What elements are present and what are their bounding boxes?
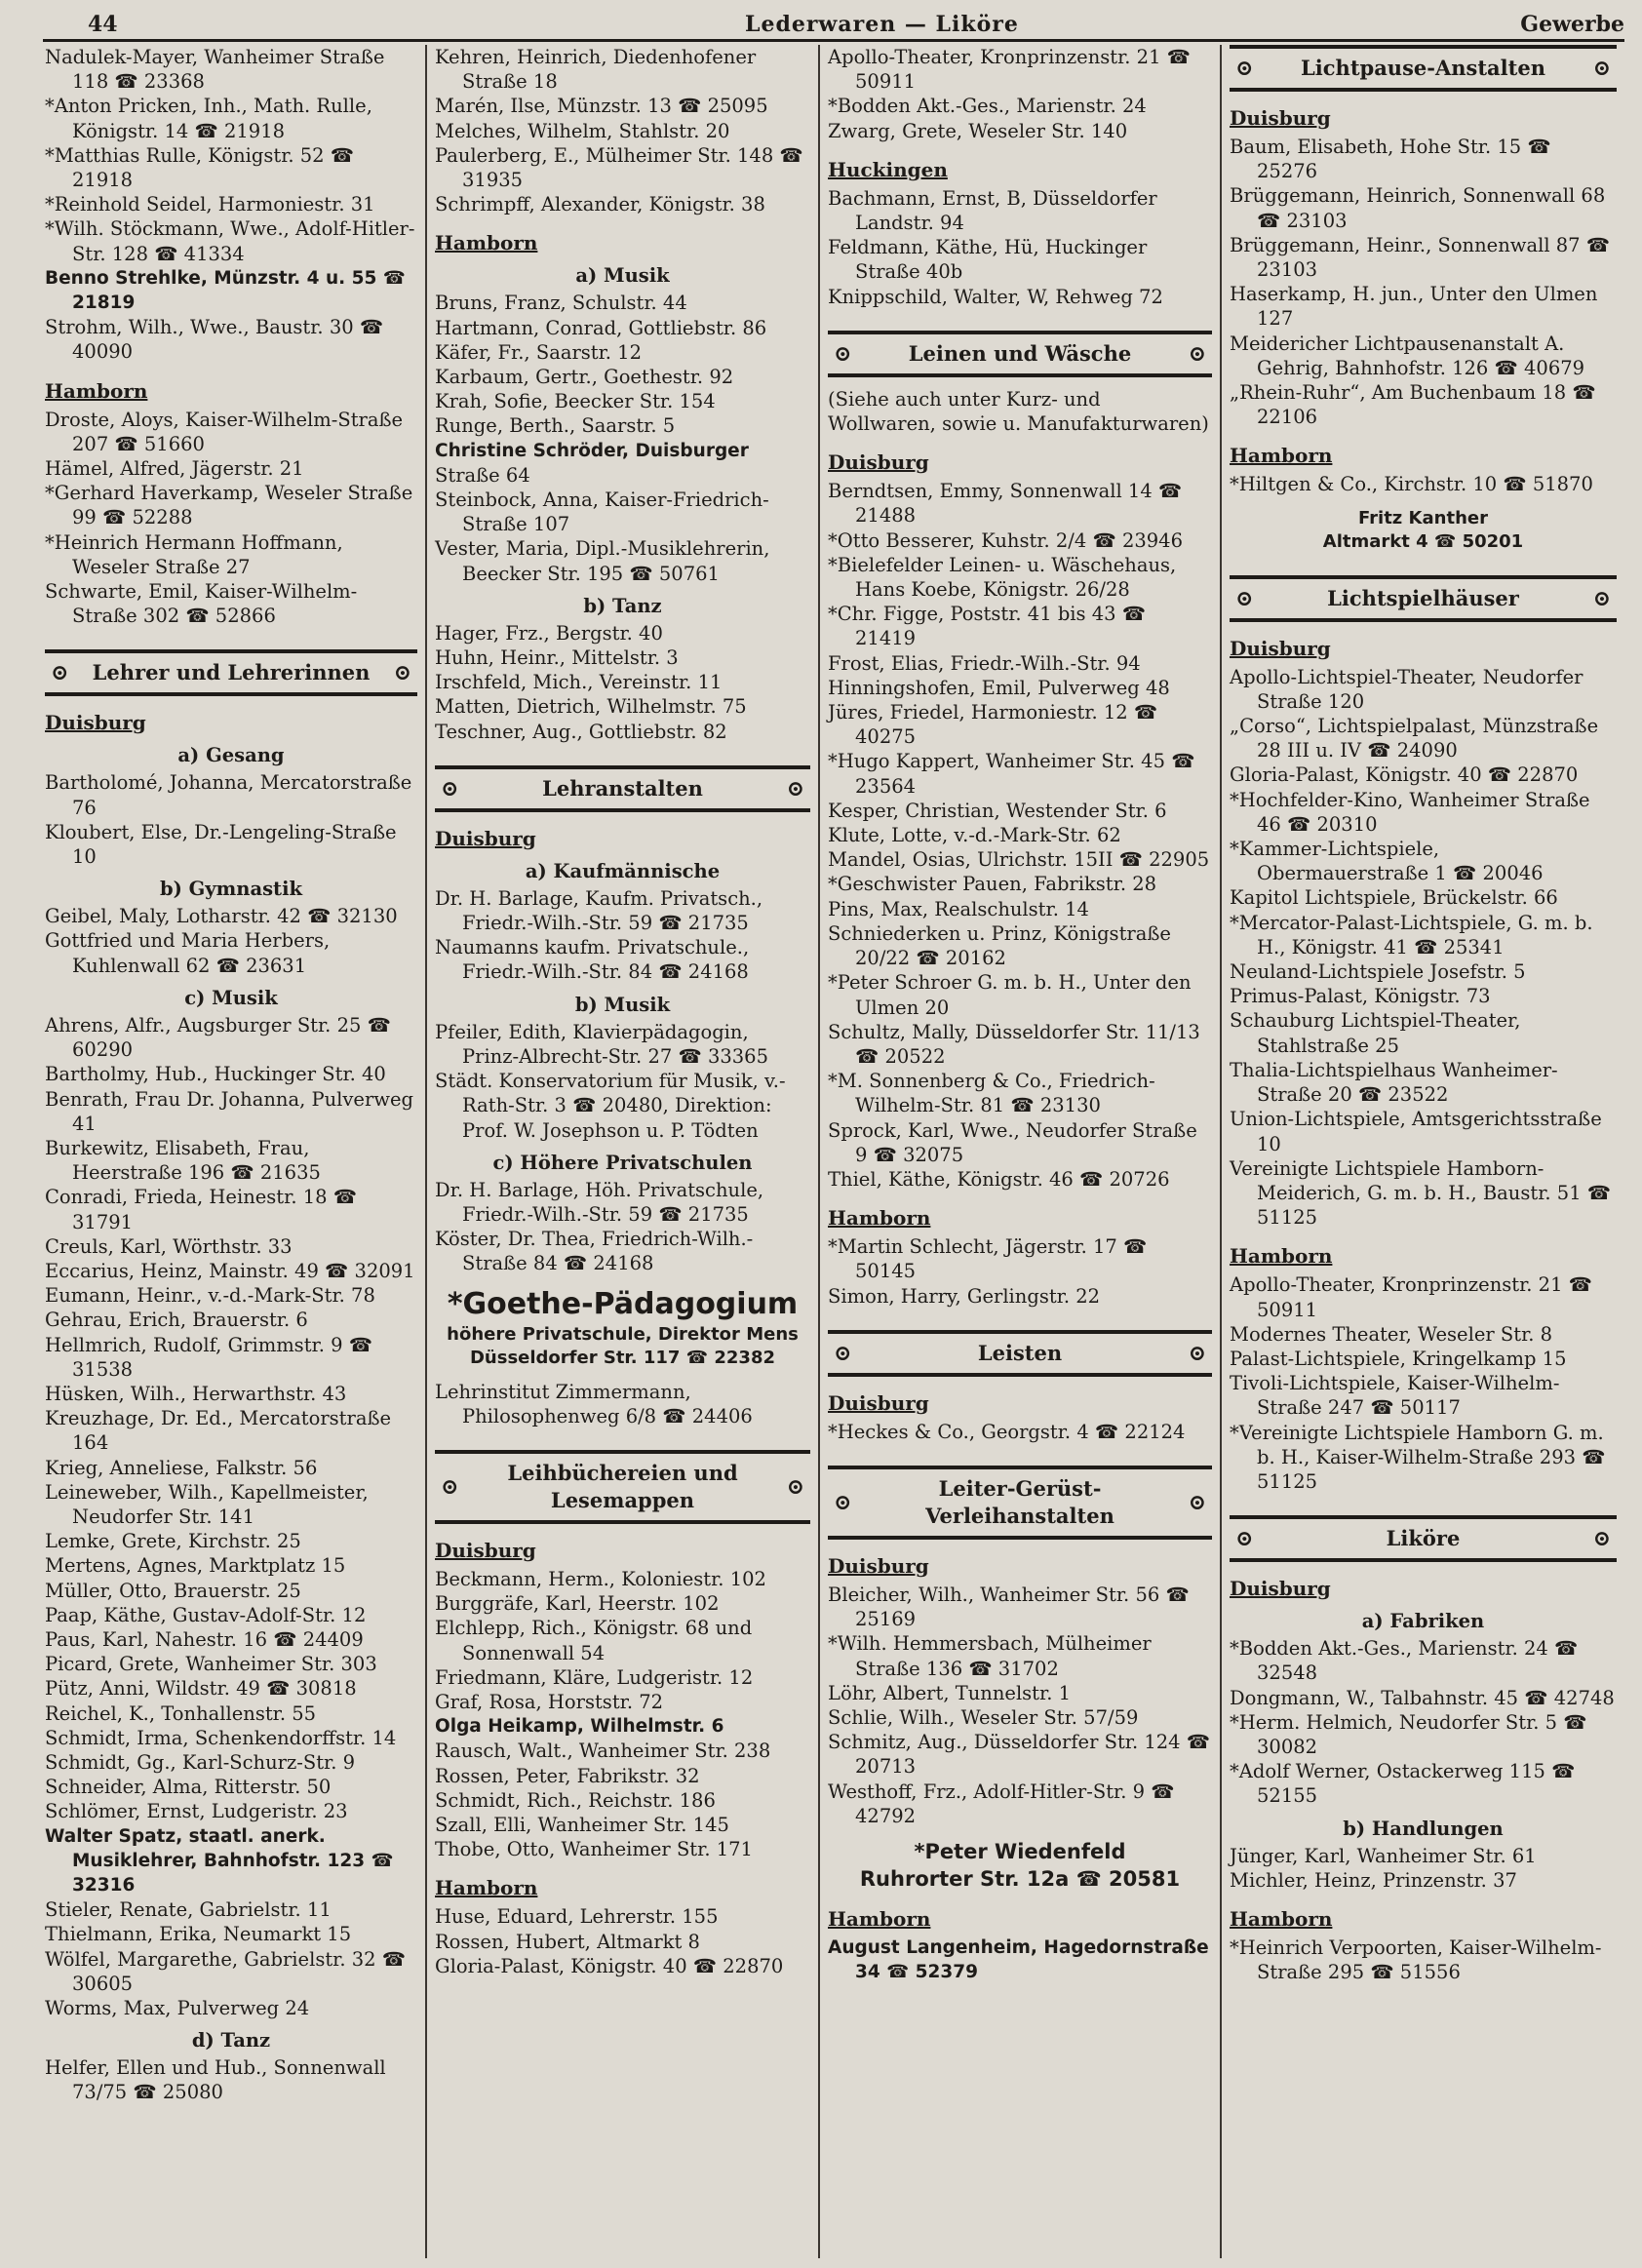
category-title: Leisten <box>977 1340 1063 1365</box>
directory-entry: *Reinhold Seidel, Harmoniestr. 31 <box>45 193 375 216</box>
directory-entry: Städt. Konservatorium für Musik, v.-Rath-Str. 3 ☎ 20480, Direktion: Prof. W. Josephson u. P. Tödten <box>435 1070 786 1142</box>
directory-entry: *Vereinigte Lichtspiele Hamborn G. m. b. H., Kaiser-Wilhelm-Straße 293 ☎ 51125 <box>1230 1421 1606 1493</box>
ornament-icon: ⊙ <box>1235 1526 1254 1552</box>
directory-entry: Conradi, Frieda, Heinestr. 18 ☎ 31791 <box>45 1186 358 1233</box>
directory-entry: Gloria-Palast, Königstr. 40 ☎ 22870 <box>1230 763 1579 787</box>
directory-entry: Sprock, Karl, Wwe., Neudorfer Straße 9 ☎ 32075 <box>828 1118 1197 1166</box>
directory-entry: Müller, Otto, Brauerstr. 25 <box>45 1579 301 1602</box>
subheading: a) Gesang <box>177 744 285 767</box>
ornament-icon: ⊙ <box>786 1473 804 1500</box>
directory-entry: Straße 64 <box>435 463 530 487</box>
page-number: 44 <box>88 12 118 37</box>
directory-entry: Naumanns kaufm. Privatschule., Friedr.-Wilh.-Str. 84 ☎ 24168 <box>435 936 750 984</box>
directory-entry: Schmitz, Aug., Düsseldorfer Str. 124 ☎ 20713 <box>828 1731 1211 1779</box>
column-3 <box>818 45 1220 2258</box>
city-heading: Hamborn <box>1230 1906 1333 1931</box>
directory-entry: Szall, Elli, Wanheimer Str. 145 <box>435 1813 729 1836</box>
page-header <box>43 6 1624 42</box>
ornament-icon: ⊙ <box>1592 1526 1611 1552</box>
ornament-icon: ⊙ <box>1188 340 1206 367</box>
directory-entry: Krieg, Anneliese, Falkstr. 56 <box>45 1456 318 1479</box>
city-heading: Duisburg <box>1230 636 1331 660</box>
directory-entry: Simon, Harry, Gerlingstr. 22 <box>828 1284 1101 1308</box>
directory-entry: Teschner, Aug., Gottliebstr. 82 <box>435 720 727 743</box>
directory-entry: Melches, Wilhelm, Stahlstr. 20 <box>435 119 730 142</box>
directory-entry: Schlie, Wilh., Weseler Str. 57/59 <box>828 1705 1139 1729</box>
directory-entry: Baum, Elisabeth, Hohe Str. 15 ☎ 25276 <box>1230 136 1551 183</box>
directory-entry: Graf, Rosa, Horststr. 72 <box>435 1690 664 1713</box>
directory-entry: Hager, Frz., Bergstr. 40 <box>435 621 663 645</box>
column-4 <box>1220 45 1624 2258</box>
directory-entry: Schniederken u. Prinz, Königstraße 20/22 ☎ 20162 <box>828 921 1171 970</box>
directory-entry: *Wilh. Hemmersbach, Mülheimer Straße 136 ☎ 31702 <box>828 1632 1152 1680</box>
directory-entry: Worms, Max, Pulverweg 24 <box>45 1997 310 2020</box>
city-heading: Hamborn <box>1230 1244 1333 1269</box>
category-title: Lichtspielhäuser <box>1327 585 1519 610</box>
ornament-icon: ⊙ <box>1188 1340 1206 1366</box>
ornament-icon: ⊙ <box>834 1489 852 1515</box>
directory-entry: Schlömer, Ernst, Ludgeristr. 23 <box>45 1800 348 1823</box>
directory-entry: Reichel, K., Tonhallenstr. 55 <box>45 1701 317 1725</box>
category-title: Lehranstalten <box>542 775 703 801</box>
directory-entry: Schultz, Mally, Düsseldorfer Str. 11/13 ☎ 20522 <box>828 1020 1200 1068</box>
directory-entry: Klute, Lotte, v.-d.-Mark-Str. 62 <box>828 824 1121 847</box>
directory-entry: Mandel, Osias, Ulrichstr. 15II ☎ 22905 <box>828 848 1210 872</box>
directory-entry: Neuland-Lichtspiele Josefstr. 5 <box>1230 960 1526 984</box>
ornament-icon: ⊙ <box>786 775 804 802</box>
directory-entry: Thielmann, Erika, Neumarkt 15 <box>45 1923 352 1946</box>
category-title: Leinen und Wäsche <box>908 340 1132 366</box>
directory-entry: Mertens, Agnes, Marktplatz 15 <box>45 1554 346 1578</box>
directory-entry: Käfer, Fr., Saarstr. 12 <box>435 340 642 364</box>
subheading: c) Höhere Privatschulen <box>492 1151 753 1174</box>
directory-entry: Haserkamp, H. jun., Unter den Ulmen 127 <box>1230 283 1598 331</box>
subheading: b) Handlungen <box>1343 1817 1504 1840</box>
ad-title: *Peter Wiedenfeld <box>914 1839 1126 1863</box>
directory-entry: Dr. H. Barlage, Höh. Privatschule, Friedr.-Wilh.-Str. 59 ☎ 21735 <box>435 1178 764 1226</box>
ornament-icon: ⊙ <box>1235 56 1254 81</box>
ad-line: Altmarkt 4 ☎ 50201 <box>1322 530 1524 552</box>
directory-entry: Friedmann, Kläre, Ludgeristr. 12 <box>435 1665 754 1689</box>
city-heading: Huckingen <box>828 157 948 181</box>
directory-entry: Vester, Maria, Dipl.-Musiklehrerin, Beecker Str. 195 ☎ 50761 <box>435 537 770 585</box>
directory-entry: Dr. H. Barlage, Kaufm. Privatsch., Friedr.-Wilh.-Str. 59 ☎ 21735 <box>435 886 763 935</box>
entry-bold: Walter Spatz, staatl. anerk. Musiklehrer, Bahnhofstr. 123 ☎ 32316 <box>45 1825 394 1896</box>
ornament-icon: ⊙ <box>441 1473 459 1500</box>
directory-entry: Modernes Theater, Weseler Str. 8 <box>1230 1322 1553 1346</box>
directory-entry: Droste, Aloys, Kaiser-Wilhelm-Straße 207 ☎ 51660 <box>45 408 404 455</box>
directory-entry: Irschfeld, Mich., Vereinstr. 11 <box>435 671 723 694</box>
category-box <box>828 1330 1212 1377</box>
directory-entry: *Matthias Rulle, Königstr. 52 ☎ 21918 <box>45 143 355 192</box>
directory-entry: Palast-Lichtspiele, Kringelkamp 15 <box>1230 1347 1567 1370</box>
directory-entry: Eumann, Heinr., v.-d.-Mark-Str. 78 <box>45 1284 375 1308</box>
entry-bold: Benno Strehlke, Münzstr. 4 u. 55 ☎ 21819 <box>45 267 406 314</box>
category-title: Leihbüchereien und Lesemappen <box>507 1460 738 1512</box>
subheading: a) Musik <box>575 264 670 288</box>
city-heading: Duisburg <box>828 450 929 475</box>
directory-entry: Meidericher Lichtpausenanstalt A. Gehrig, Bahnhofstr. 126 ☎ 40679 <box>1230 332 1585 379</box>
directory-entry: Leineweber, Wilh., Kapellmeister, Neudorfer Str. 141 <box>45 1480 369 1528</box>
directory-entry: Zwarg, Grete, Weseler Str. 140 <box>828 119 1128 142</box>
advertisement <box>828 1838 1212 1893</box>
directory-entry: Benrath, Frau Dr. Johanna, Pulverweg 41 <box>45 1087 414 1135</box>
category-box <box>1230 575 1617 622</box>
directory-entry: *Otto Besserer, Kuhstr. 2/4 ☎ 23946 <box>828 528 1183 552</box>
city-heading: Hamborn <box>435 231 538 255</box>
advertisement <box>435 1286 810 1370</box>
entry-bold: August Langenheim, Hagedornstraße 34 ☎ 52379 <box>828 1936 1209 1983</box>
ornament-icon: ⊙ <box>393 660 411 686</box>
directory-entry: *Martin Schlecht, Jägerstr. 17 ☎ 50145 <box>828 1235 1148 1283</box>
columns <box>43 45 1624 2258</box>
directory-entry: Pütz, Anni, Wildstr. 49 ☎ 30818 <box>45 1677 357 1701</box>
directory-entry: Schmidt, Rich., Reichstr. 186 <box>435 1788 716 1812</box>
ad-title: Fritz Kanther <box>1358 507 1488 528</box>
category-box <box>435 1450 810 1524</box>
city-heading: Duisburg <box>435 826 536 850</box>
city-heading: Duisburg <box>45 711 146 735</box>
directory-entry: Paus, Karl, Nahestr. 16 ☎ 24409 <box>45 1627 364 1651</box>
directory-entry: Runge, Berth., Saarstr. 5 <box>435 414 676 438</box>
directory-entry: Hämel, Alfred, Jägerstr. 21 <box>45 457 304 481</box>
category-title: Lichtpause-Anstalten <box>1301 56 1545 80</box>
directory-entry: Feldmann, Käthe, Hü, Huckinger Straße 40b <box>828 236 1148 284</box>
directory-entry: Schmidt, Gg., Karl-Schurz-Str. 9 <box>45 1750 356 1774</box>
category-box <box>45 649 417 696</box>
directory-entry: Rossen, Hubert, Altmarkt 8 <box>435 1930 700 1953</box>
directory-entry: Thiel, Käthe, Königstr. 46 ☎ 20726 <box>828 1167 1170 1191</box>
directory-entry: Apollo-Lichtspiel-Theater, Neudorfer Straße 120 <box>1230 665 1583 713</box>
ornament-icon: ⊙ <box>834 340 852 367</box>
directory-entry: Lemke, Grete, Kirchstr. 25 <box>45 1530 301 1553</box>
directory-entry: *Kammer-Lichtspiele, Obermauerstraße 1 ☎ 20046 <box>1230 838 1544 885</box>
directory-entry: „Corso“, Lichtspielpalast, Münzstraße 28 III u. IV ☎ 24090 <box>1230 715 1599 763</box>
directory-entry: *Anton Pricken, Inh., Math. Rulle, Königstr. 14 ☎ 21918 <box>45 95 372 142</box>
section-label: Gewerbe <box>1520 12 1624 37</box>
directory-entry: Paulerberg, E., Mülheimer Str. 148 ☎ 31935 <box>435 143 803 192</box>
city-heading: Hamborn <box>45 378 148 403</box>
directory-entry: Wölfel, Margarethe, Gabrielstr. 32 ☎ 30605 <box>45 1947 407 1995</box>
directory-entry: Elchlepp, Rich., Königstr. 68 und Sonnenwall 54 <box>435 1617 753 1664</box>
category-box <box>828 331 1212 377</box>
directory-entry: Hellmrich, Rudolf, Grimmstr. 9 ☎ 31538 <box>45 1333 372 1381</box>
category-title: Lehrer und Lehrerinnen <box>92 660 371 685</box>
subheading: b) Musik <box>574 993 671 1016</box>
ornament-icon: ⊙ <box>1592 56 1611 81</box>
city-heading: Hamborn <box>435 1876 538 1900</box>
directory-entry: Hüsken, Wilh., Herwarthstr. 43 <box>45 1382 347 1405</box>
directory-entry: *Bodden Akt.-Ges., Marienstr. 24 ☎ 32548 <box>1230 1637 1579 1685</box>
city-heading: Hamborn <box>828 1206 931 1231</box>
directory-entry: Schmidt, Irma, Schenkendorffstr. 14 <box>45 1726 397 1749</box>
directory-entry: Steinbock, Anna, Kaiser-Friedrich-Straße 107 <box>435 489 769 536</box>
directory-entry: Beckmann, Herm., Koloniestr. 102 <box>435 1567 766 1590</box>
directory-entry: Gehrau, Erich, Brauerstr. 6 <box>45 1309 308 1332</box>
directory-entry: Bruns, Franz, Schulstr. 44 <box>435 292 687 315</box>
directory-entry: *Bielefelder Leinen- u. Wäschehaus, Hans Koebe, Königstr. 26/28 <box>828 553 1177 602</box>
subheading: b) Tanz <box>583 594 662 617</box>
directory-entry: Paap, Käthe, Gustav-Adolf-Str. 12 <box>45 1603 367 1626</box>
directory-entry: Jüres, Friedel, Harmoniestr. 12 ☎ 40275 <box>828 701 1158 749</box>
directory-entry: Schauburg Lichtspiel-Theater, Stahlstraße 25 <box>1230 1009 1521 1057</box>
directory-entry: Lehrinstitut Zimmermann, Philosophenweg 6/8 ☎ 24406 <box>435 1380 753 1427</box>
directory-entry: Kloubert, Else, Dr.-Lengeling-Straße 10 <box>45 820 397 869</box>
directory-entry: *Chr. Figge, Poststr. 41 bis 43 ☎ 21419 <box>828 603 1147 650</box>
directory-entry: Schwarte, Emil, Kaiser-Wilhelm-Straße 302 ☎ 52866 <box>45 580 358 628</box>
directory-entry: Löhr, Albert, Tunnelstr. 1 <box>828 1681 1072 1704</box>
city-heading: Duisburg <box>828 1553 929 1578</box>
directory-entry: *Wilh. Stöckmann, Wwe., Adolf-Hitler-Str. 128 ☎ 41334 <box>45 217 415 265</box>
ad-title: *Goethe-Pädagogium <box>447 1286 799 1321</box>
running-title: Lederwaren — Liköre <box>745 12 1019 37</box>
directory-entry: Primus-Palast, Königstr. 73 <box>1230 985 1491 1008</box>
directory-entry: Kesper, Christian, Westender Str. 6 <box>828 799 1167 822</box>
directory-entry: Vereinigte Lichtspiele Hamborn-Meiderich, G. m. b. H., Baustr. 51 ☎ 51125 <box>1230 1156 1612 1230</box>
directory-entry: *Gerhard Haverkamp, Weseler Straße 99 ☎ 52288 <box>45 482 413 529</box>
city-heading: Hamborn <box>1230 444 1333 468</box>
advertisement <box>1230 507 1617 554</box>
column-1 <box>43 45 425 2258</box>
directory-entry: Pfeiler, Edith, Klavierpädagogin, Prinz-Albrecht-Str. 27 ☎ 33365 <box>435 1020 768 1068</box>
city-heading: Duisburg <box>1230 106 1331 130</box>
directory-entry: Köster, Dr. Thea, Friedrich-Wilh.-Straße 84 ☎ 24168 <box>435 1228 754 1275</box>
subheading: c) Musik <box>184 986 278 1009</box>
directory-entry: Gloria-Palast, Königstr. 40 ☎ 22870 <box>435 1954 784 1977</box>
directory-entry: „Rhein-Ruhr“, Am Buchenbaum 18 ☎ 22106 <box>1230 381 1596 429</box>
directory-entry: Schrimpff, Alexander, Königstr. 38 <box>435 193 765 216</box>
category-title: Liköre <box>1386 1526 1461 1551</box>
city-heading: Duisburg <box>435 1538 536 1562</box>
ornament-icon: ⊙ <box>441 775 459 802</box>
directory-entry: *Geschwister Pauen, Fabrikstr. 28 <box>828 873 1157 896</box>
category-title: Leiter-Gerüst-Verleihanstalten <box>925 1475 1114 1528</box>
directory-entry: Marén, Ilse, Münzstr. 13 ☎ 25095 <box>435 95 768 118</box>
city-heading: Duisburg <box>828 1390 929 1415</box>
directory-entry: Westhoff, Frz., Adolf-Hitler-Str. 9 ☎ 42792 <box>828 1779 1175 1827</box>
directory-entry: *Bodden Akt.-Ges., Marienstr. 24 <box>828 95 1147 118</box>
directory-entry: Helfer, Ellen und Hub., Sonnenwall 73/75 ☎ 25080 <box>45 2056 386 2104</box>
subheading: d) Tanz <box>191 2029 271 2053</box>
cross-reference-note: (Siehe auch unter Kurz- und Wollwaren, sowie u. Manufakturwaren) <box>828 387 1209 436</box>
subheading: a) Fabriken <box>1361 1610 1485 1633</box>
directory-entry: Apollo-Theater, Kronprinzenstr. 21 ☎ 50911 <box>828 46 1191 94</box>
directory-entry: Bachmann, Ernst, B, Düsseldorfer Landstr. 94 <box>828 186 1157 235</box>
directory-entry: *Heinrich Hermann Hoffmann, Weseler Straße 27 <box>45 530 343 578</box>
directory-entry: Geibel, Maly, Lotharstr. 42 ☎ 32130 <box>45 905 398 928</box>
category-box <box>1230 45 1617 92</box>
directory-entry: Eccarius, Heinz, Mainstr. 49 ☎ 32091 <box>45 1259 415 1282</box>
directory-entry: Rausch, Walt., Wanheimer Str. 238 <box>435 1740 771 1763</box>
directory-entry: Pins, Max, Realschulstr. 14 <box>828 897 1089 920</box>
directory-entry: *Peter Schroer G. m. b. H., Unter den Ulmen 20 <box>828 971 1192 1019</box>
ornament-icon: ⊙ <box>834 1340 852 1366</box>
column-2 <box>425 45 818 2258</box>
ornament-icon: ⊙ <box>1235 585 1254 611</box>
directory-entry: Tivoli-Lichtspiele, Kaiser-Wilhelm-Straße 247 ☎ 50117 <box>1230 1372 1560 1420</box>
directory-entry: *M. Sonnenberg & Co., Friedrich-Wilhelm-Str. 81 ☎ 23130 <box>828 1070 1155 1117</box>
directory-entry: Schneider, Alma, Ritterstr. 50 <box>45 1776 332 1799</box>
directory-entry: Burkewitz, Elisabeth, Frau, Heerstraße 196 ☎ 21635 <box>45 1136 321 1185</box>
directory-entry: Burggräfe, Karl, Heerstr. 102 <box>435 1592 720 1616</box>
directory-entry: Ahrens, Alfr., Augsburger Str. 25 ☎ 60290 <box>45 1013 391 1062</box>
directory-entry: Union-Lichtspiele, Amtsgerichtsstraße 10 <box>1230 1108 1602 1155</box>
ad-line: Düsseldorfer Str. 117 ☎ 22382 <box>469 1347 775 1368</box>
directory-entry: Kreuzhage, Dr. Ed., Mercatorstraße 164 <box>45 1407 392 1455</box>
directory-entry: *Mercator-Palast-Lichtspiele, G. m. b. H., Königstr. 41 ☎ 25341 <box>1230 911 1593 958</box>
directory-entry: Knippschild, Walter, W, Rehweg 72 <box>828 285 1163 308</box>
ad-line: Ruhrorter Str. 12a ☎ 20581 <box>859 1866 1181 1891</box>
ornament-icon: ⊙ <box>1592 585 1611 611</box>
ornament-icon: ⊙ <box>51 660 69 686</box>
city-heading: Duisburg <box>1230 1577 1331 1601</box>
directory-entry: Creuls, Karl, Wörthstr. 33 <box>45 1234 293 1258</box>
directory-entry: Thobe, Otto, Wanheimer Str. 171 <box>435 1838 753 1861</box>
directory-entry: *Herm. Helmich, Neudorfer Str. 5 ☎ 30082 <box>1230 1710 1587 1758</box>
directory-entry: Jünger, Karl, Wanheimer Str. 61 <box>1230 1844 1537 1867</box>
directory-entry: Michler, Heinz, Prinzenstr. 37 <box>1230 1868 1517 1892</box>
directory-entry: Picard, Grete, Wanheimer Str. 303 <box>45 1653 377 1676</box>
directory-entry: Strohm, Wilh., Wwe., Baustr. 30 ☎ 40090 <box>45 316 384 364</box>
category-box <box>1230 1515 1617 1562</box>
directory-entry: Kehren, Heinrich, Diedenhofener Straße 18 <box>435 46 757 94</box>
directory-entry: Bleicher, Wilh., Wanheimer Str. 56 ☎ 25169 <box>828 1583 1190 1631</box>
directory-entry: Kapitol Lichtspiele, Brückelstr. 66 <box>1230 886 1558 910</box>
directory-entry: Rossen, Peter, Fabrikstr. 32 <box>435 1764 700 1787</box>
directory-entry: *Adolf Werner, Ostackerweg 115 ☎ 52155 <box>1230 1760 1576 1808</box>
directory-entry: Huse, Eduard, Lehrerstr. 155 <box>435 1905 719 1929</box>
directory-entry: *Heinrich Verpoorten, Kaiser-Wilhelm-Straße 295 ☎ 51556 <box>1230 1936 1602 1984</box>
directory-entry: Brüggemann, Heinr., Sonnenwall 87 ☎ 23103 <box>1230 233 1611 282</box>
directory-entry: *Hugo Kappert, Wanheimer Str. 45 ☎ 23564 <box>828 750 1195 798</box>
directory-entry: Gottfried und Maria Herbers, Kuhlenwall 62 ☎ 23631 <box>45 929 331 977</box>
directory-entry: Hinningshofen, Emil, Pulverweg 48 <box>828 676 1170 699</box>
directory-entry: Hartmann, Conrad, Gottliebstr. 86 <box>435 316 767 339</box>
directory-entry: Frost, Elias, Friedr.-Wilh.-Str. 94 <box>828 651 1141 675</box>
directory-entry: Bartholomé, Johanna, Mercatorstraße 76 <box>45 771 412 819</box>
category-box <box>828 1466 1212 1540</box>
ad-line: höhere Privatschule, Direktor Mens <box>447 1323 799 1345</box>
entry-bold: Christine Schröder, Duisburger <box>435 440 749 461</box>
directory-entry: Karbaum, Gertr., Goethestr. 92 <box>435 366 734 389</box>
directory-entry: Berndtsen, Emmy, Sonnenwall 14 ☎ 21488 <box>828 480 1183 528</box>
subheading: a) Kaufmännische <box>525 859 721 882</box>
directory-entry: *Hochfelder-Kino, Wanheimer Straße 46 ☎ 20310 <box>1230 788 1590 836</box>
directory-entry: Krah, Sofie, Beecker Str. 154 <box>435 390 716 413</box>
category-box <box>435 765 810 812</box>
directory-entry: Matten, Dietrich, Wilhelmstr. 75 <box>435 695 747 719</box>
directory-entry: Bartholmy, Hub., Huckinger Str. 40 <box>45 1063 386 1086</box>
directory-entry: Apollo-Theater, Kronprinzenstr. 21 ☎ 50911 <box>1230 1273 1592 1321</box>
directory-entry: Huhn, Heinr., Mittelstr. 3 <box>435 646 679 670</box>
directory-entry: Dongmann, W., Talbahnstr. 45 ☎ 42748 <box>1230 1686 1615 1709</box>
directory-entry: Stieler, Renate, Gabrielstr. 11 <box>45 1898 332 1922</box>
entry-bold: Olga Heikamp, Wilhelmstr. 6 <box>435 1716 724 1738</box>
city-heading: Hamborn <box>828 1906 931 1931</box>
directory-entry: *Heckes & Co., Georgstr. 4 ☎ 22124 <box>828 1420 1186 1443</box>
ornament-icon: ⊙ <box>1188 1489 1206 1515</box>
subheading: b) Gymnastik <box>160 878 302 901</box>
directory-entry: *Hiltgen & Co., Kirchstr. 10 ☎ 51870 <box>1230 473 1593 496</box>
directory-entry: Thalia-Lichtspielhaus Wanheimer-Straße 20 ☎ 23522 <box>1230 1058 1558 1107</box>
directory-entry: Nadulek-Mayer, Wanheimer Straße 118 ☎ 23368 <box>45 46 385 94</box>
directory-entry: Brüggemann, Heinrich, Sonnenwall 68 ☎ 23103 <box>1230 184 1606 232</box>
